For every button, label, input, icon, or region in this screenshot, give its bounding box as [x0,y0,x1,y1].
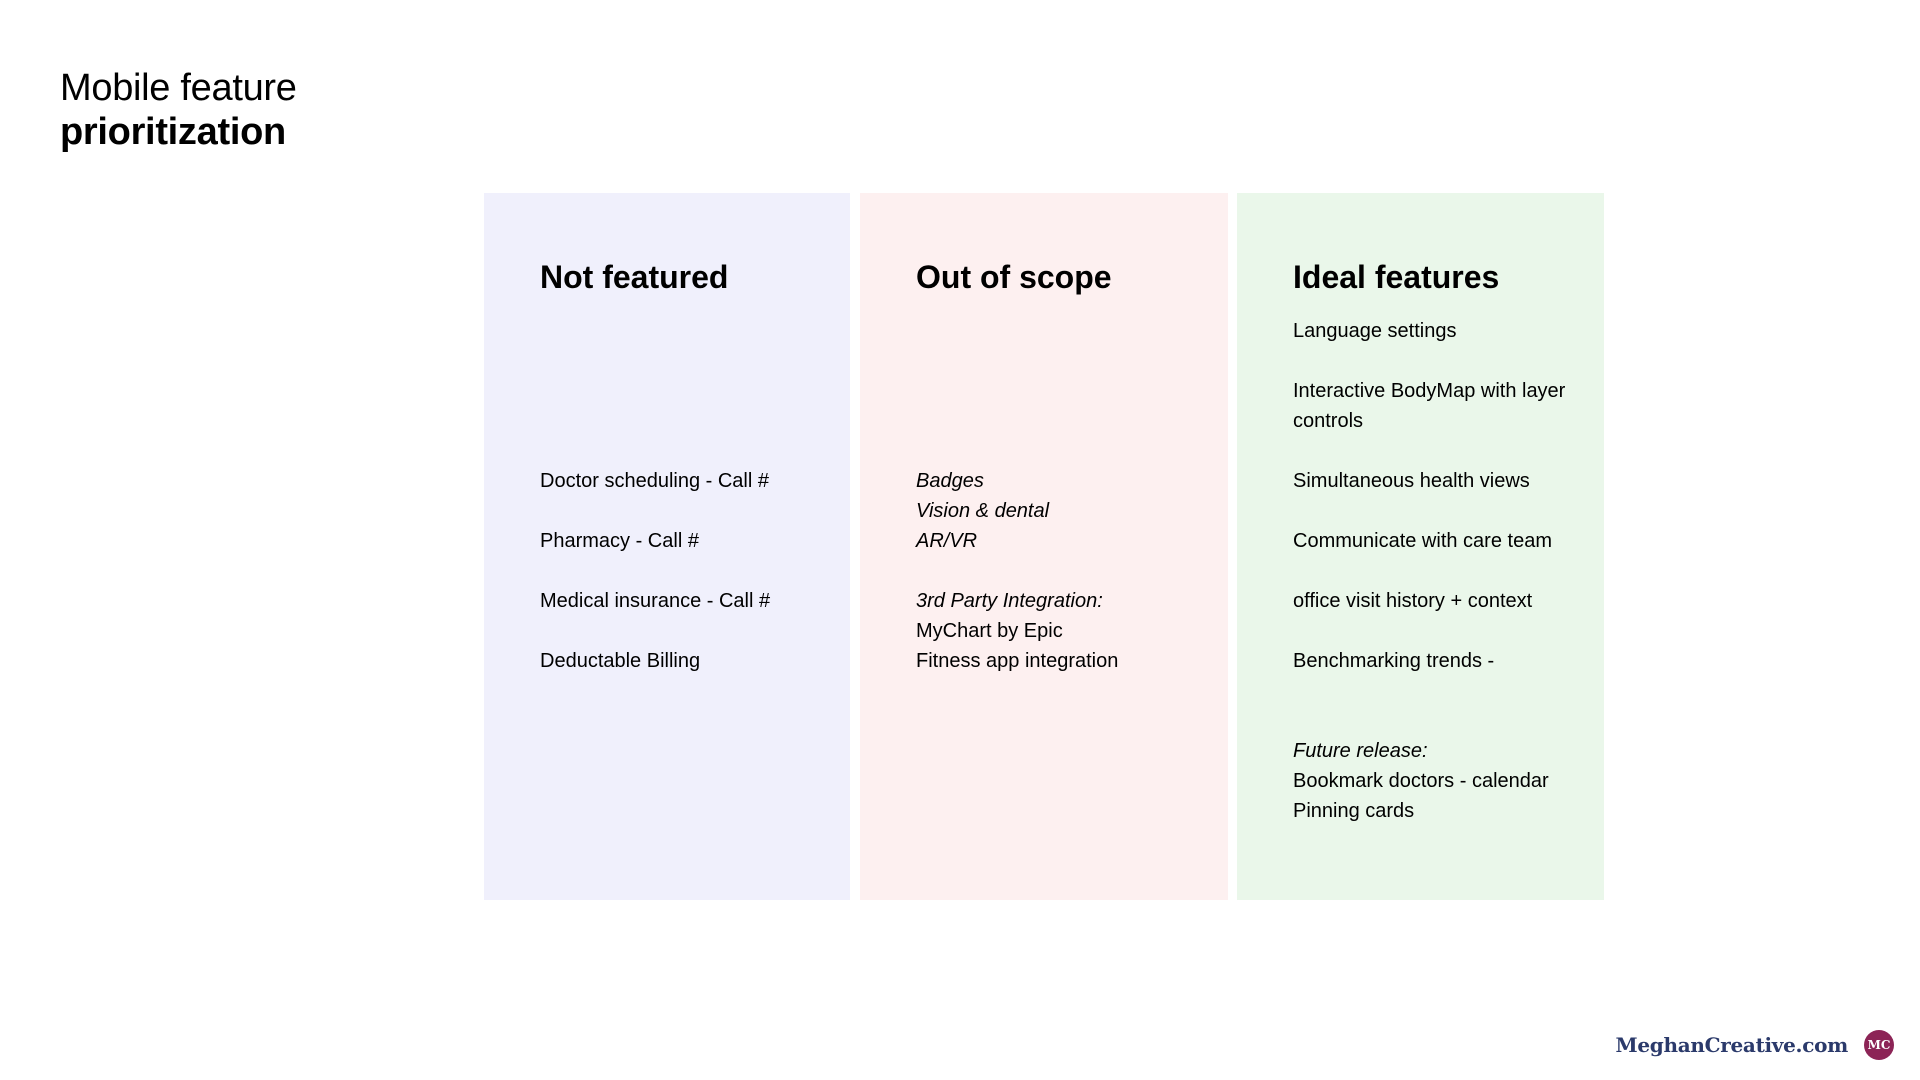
list-item: Fitness app integration [916,650,1119,672]
list-item: Bookmark doctors - calendar [1293,770,1549,792]
page-title-line1: Mobile feature [60,67,297,109]
list-item: Interactive BodyMap with layer controls [1293,380,1566,432]
page-title-line2: prioritization [60,111,286,153]
list-item: office visit history + context [1293,590,1533,612]
list-item: Pharmacy - Call # [540,530,699,552]
page-title [60,66,297,154]
list-item: Language settings [1293,320,1457,342]
column-out-of-scope [860,193,1228,900]
column-title-out-of-scope: Out of scope [916,259,1112,295]
list-item: Simultaneous health views [1293,470,1530,492]
list-item: AR/VR [916,530,978,552]
list-item: Badges [916,470,984,492]
list-item: Pinning cards [1293,800,1415,822]
list-item-heading: Future release: [1293,740,1428,762]
column-not-featured [484,193,850,900]
list-item: Doctor scheduling - Call # [540,470,769,492]
list-item: Communicate with care team [1293,530,1552,552]
column-ideal-features [1237,193,1604,900]
logo-icon: MC [1864,1030,1894,1060]
list-item: Medical insurance - Call # [540,590,771,612]
list-item: MyChart by Epic [916,620,1063,642]
list-item-heading: 3rd Party Integration: [916,590,1103,612]
brand-link[interactable]: MeghanCreative.com [1615,1033,1848,1057]
footer [1616,1030,1894,1060]
list-item: Deductable Billing [540,650,701,672]
column-title-not-featured: Not featured [540,259,729,295]
list-item: Vision & dental [916,500,1050,522]
list-item: Benchmarking trends - [1293,650,1495,672]
column-title-ideal-features: Ideal features [1293,259,1500,295]
